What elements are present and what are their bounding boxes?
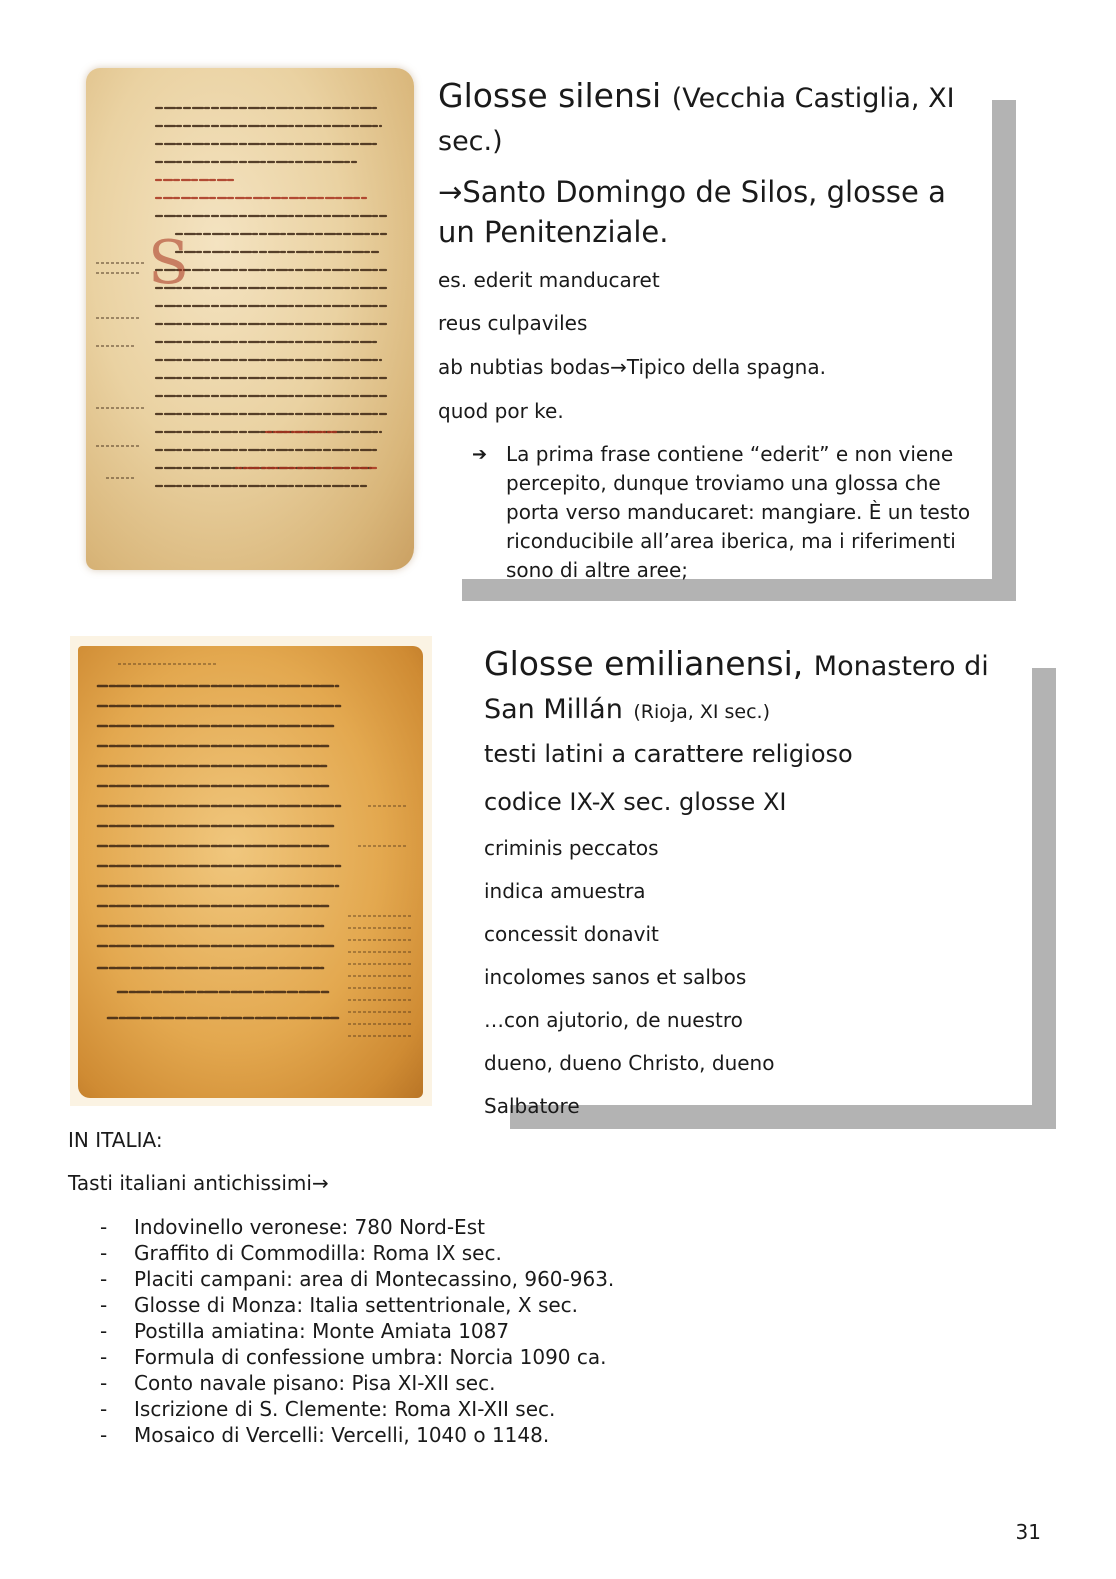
gloss-line: incolomes sanos et salbos	[484, 965, 747, 989]
silos-manuscript-image	[86, 68, 414, 570]
gloss-line: quod por ke.	[438, 399, 564, 423]
gloss-line: es. ederit manducaret	[438, 268, 660, 292]
gloss-line: dueno, dueno Christo, dueno	[484, 1051, 775, 1075]
gloss-line: ab nubtias bodas→Tipico della spagna.	[438, 355, 826, 379]
list-item: - Graffito di Commodilla: Roma IX sec.	[100, 1241, 502, 1265]
section-subtitle: →Santo Domingo de Silos, glosse a un Penitenziale.	[438, 175, 946, 249]
ancient-texts-list	[100, 1214, 614, 1448]
gloss-line: indica amuestra	[484, 879, 646, 903]
list-item: - Conto navale pisano: Pisa XI-XII sec.	[100, 1371, 496, 1395]
list-item: - Iscrizione di S. Clemente: Roma XI-XII sec.	[100, 1397, 556, 1421]
manuscript-script-lines	[78, 646, 423, 1098]
arrow-bullet-icon: ➔	[472, 444, 488, 465]
explanatory-note	[472, 440, 992, 585]
note-text: La prima frase contiene “ederit” e non viene percepito, dunque troviamo una glossa che porta verso manducaret: mangiare. È un testo riconducibile all’area iberica, ma i riferimenti sono di altre aree;	[506, 442, 971, 582]
gloss-line: reus culpaviles	[438, 311, 588, 335]
list-item: - Glosse di Monza: Italia settentrionale, X sec.	[100, 1293, 579, 1317]
emilianensi-glosses-card	[484, 640, 1032, 1118]
italy-intro: Tasti italiani antichissimi→	[68, 1171, 329, 1195]
list-item: - Postilla amiatina: Monte Amiata 1087	[100, 1319, 510, 1343]
description-line: codice IX-X sec. glosse XI	[484, 788, 787, 816]
list-item: - Mosaico di Vercelli: Vercelli, 1040 o 1148.	[100, 1423, 550, 1447]
italy-heading: IN ITALIA:	[68, 1128, 163, 1152]
manuscript-script-lines	[86, 68, 414, 570]
list-item: - Formula di confessione umbra: Norcia 1090 ca.	[100, 1345, 607, 1369]
svg-text:S: S	[148, 228, 190, 298]
list-item: - Indovinello veronese: 780 Nord-Est	[100, 1215, 485, 1239]
gloss-line: concessit donavit	[484, 922, 659, 946]
description-line: testi latini a carattere religioso	[484, 740, 853, 768]
page-number: 31	[1015, 1520, 1041, 1544]
list-item: - Placiti campani: area di Montecassino, 960-963.	[100, 1267, 615, 1291]
silos-glosses-card	[436, 74, 992, 582]
section-title: Glosse emilianensi, Monastero di San Millán (Rioja, XI sec.)	[484, 644, 989, 725]
section-title: Glosse silensi (Vecchia Castiglia, XI sec.)	[438, 76, 955, 157]
gloss-line: criminis peccatos	[484, 836, 659, 860]
gloss-line: …con ajutorio, de nuestro	[484, 1008, 743, 1032]
emilianensi-manuscript-image	[70, 636, 432, 1106]
gloss-line: Salbatore	[484, 1094, 580, 1118]
